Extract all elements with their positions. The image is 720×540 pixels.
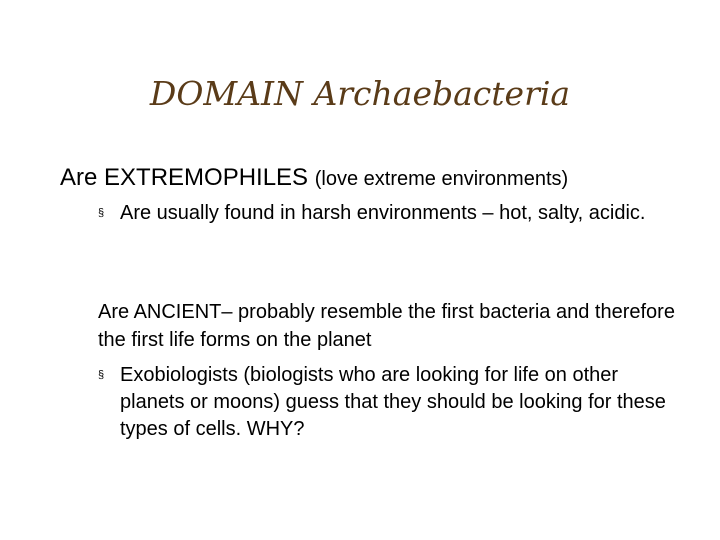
extremophiles-point bbox=[60, 162, 568, 195]
extremophiles-definition: (love extreme environments) bbox=[314, 168, 569, 190]
bullet-marker: § bbox=[98, 207, 105, 219]
slide-title: DOMAIN Archaebacteria bbox=[149, 74, 571, 113]
harsh-environments-subpoint bbox=[98, 200, 688, 227]
ancient-point: Are ANCIENT– probably resemble the first bacteria and therefore the first life forms on the planet bbox=[98, 301, 675, 351]
extremophiles-lead: Are EXTREMOPHILES bbox=[60, 164, 309, 191]
harsh-environments-text: Are usually found in harsh environments – hot, salty, acidic. bbox=[120, 202, 646, 224]
exobiologists-subpoint bbox=[98, 362, 688, 443]
bullet-marker: § bbox=[98, 369, 105, 381]
exobiologists-text: Exobiologists (biologists who are looking for life on other planets or moons) guess that they should be looking for these types of cells. WHY? bbox=[120, 364, 666, 440]
